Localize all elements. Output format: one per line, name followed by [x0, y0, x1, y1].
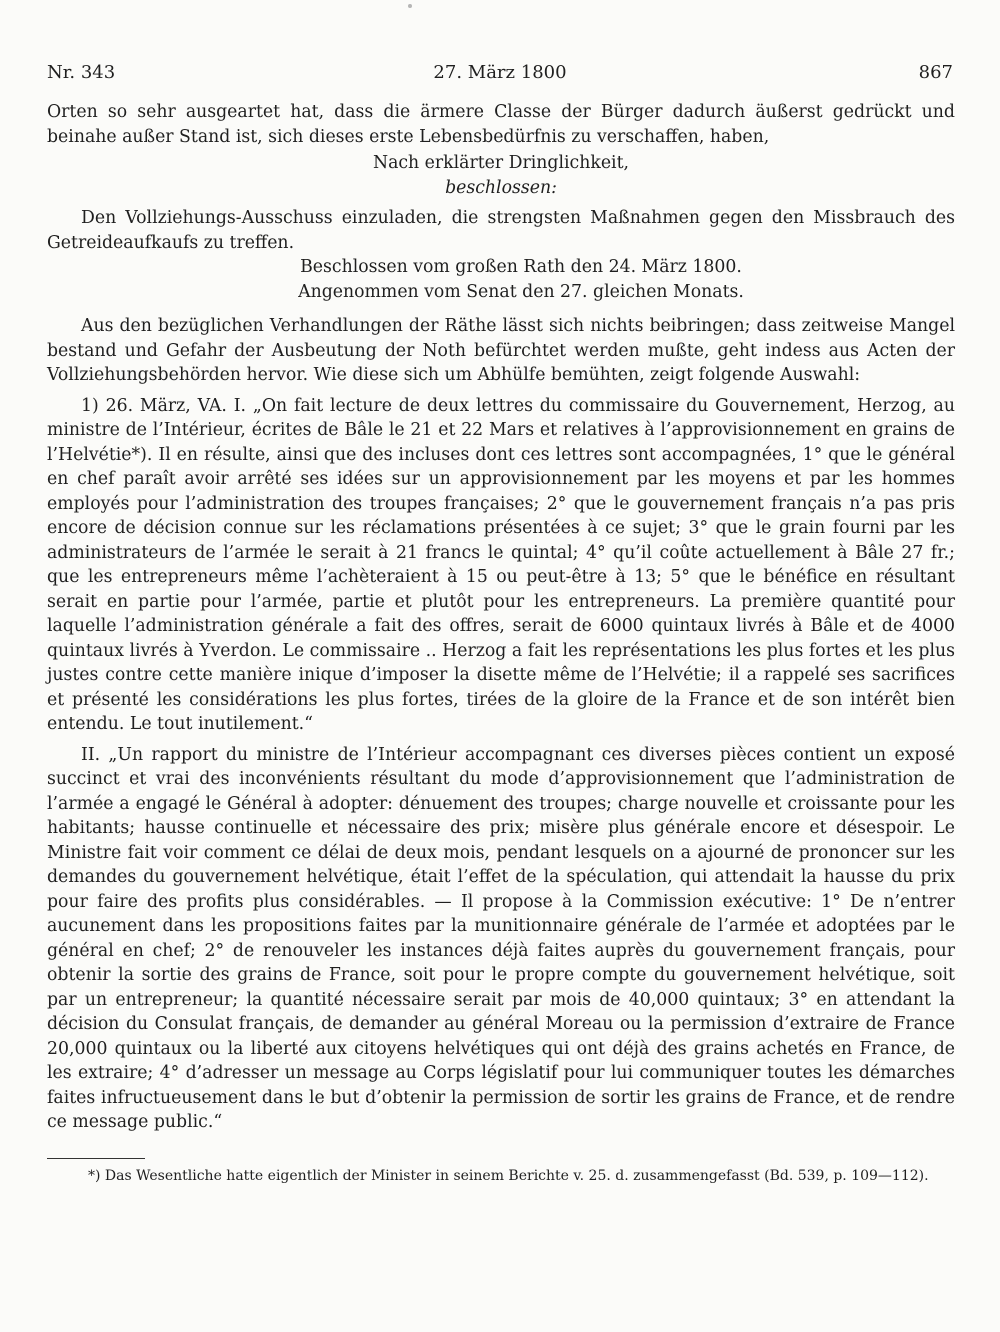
adopted-great-council: Beschlossen vom großen Rath den 24. März 1800. [300, 257, 742, 277]
header-date: 27. März 1800 [433, 62, 567, 83]
page-number: 867 [918, 62, 953, 83]
resolution-text: Den Vollziehungs-Ausschuss einzuladen, die strengsten Maßnahmen gegen den Missbrauch des Getreideaufkaufs zu treffen. [47, 208, 955, 253]
paragraph-continuation: Orten so sehr ausgeartet hat, dass die ärmere Classe der Bürger dadurch äußerst gedrückt und beinahe außer Stand ist, sich dieses erste Lebensbedürfnis zu verschaffen, haben, [47, 102, 955, 147]
footnote-divider [47, 1158, 145, 1159]
scan-speck [408, 4, 412, 8]
page-body [47, 100, 955, 1135]
paragraph-excerpt-1: 1) 26. März, VA. I. „On fait lecture de deux lettres du commissaire du Gouvernement, Herzog, au ministre de l’Intérieur, écrites de Bâle le 21 et 22 Mars et relatives à l’approvisionnement en grains de l’Helvétie*). Il en résulte, ainsi que des incluses dont ces lettres sont accompagnées, 1° que le général en chef paraît avoir arrêté ses idées sur un approvisionnement par les moyens et par les hommes employés pour l’administration des troupes françaises; 2° que le gouvernement français n’a pas pris encore de décision connue sur les réclamations présentées à ce sujet; 3° que le grain fourni par les administrateurs de l’armée le serait à 21 francs le quintal; 4° qu’il coûte actuellement à Bâle 27 fr.; que les entrepreneurs même l’achèteraient à 15 ou peut-être à 13; 5° que le bénéfice en résultant serait en partie pour l’armée, partie et plutôt pour les entrepreneurs. La première quantité pour laquelle l’administration générale a fait des offres, serait de 6000 quintaux livrés à Bâle et de 4000 quintaux livrés à Yverdon. Le commissaire .. Herzog a fait les représentations les plus fortes et les plus justes contre cette manière inique d’imposer la disette même de l’Helvétie; il a rappelé ses sacrifices et présenté les considérations les plus fortes, tirées de la gloire de la France et de son intérêt bien entendu. Le tout inutilement.“ [47, 395, 955, 734]
paragraph-commentary: Aus den bezüglichen Verhandlungen der Räthe lässt sich nichts beibringen; dass zeitweise Mangel bestand und Gefahr der Ausbeutung der Noth befürchtet werden mußte, geht indess aus Acten der Vollziehungsbehörden hervor. Wie diese sich um Abhülfe bemühten, zeigt folgende Auswahl: [47, 316, 955, 385]
document-number: Nr. 343 [47, 62, 116, 83]
footnote: *) Das Wesentliche hatte eigentlich der Minister in seinem Berichte v. 25. d. zusammengefasst (Bd. 539, p. 109—112). [88, 1168, 929, 1184]
resolved-heading: beschlossen: [445, 177, 557, 198]
paragraph-excerpt-2: II. „Un rapport du ministre de l’Intérieur accompagnant ces diverses pièces contient un exposé succinct et vrai des inconvénients résultant du mode d’approvisionnement que l’administration de l’armée a engagé le Général à adopter: dénuement des troupes; charge nouvelle et croissante pour les habitants; hausse continuelle et nécessaire des prix; misère plus générale encore et désespoir. Le Ministre fait voir comment ce délai de deux mois, pendant lesquels on a ajourné de prononcer sur les demandes du gouvernement helvétique, était l’effet de la spéculation, qui attendait la hausse du prix pour faire des profits plus considérables. — Il propose à la Commission exécutive: 1° De n’entrer aucunement dans les propositions faites par la munitionnaire générale de l’armée et adoptées par le général en chef; 2° de renouveler les instances déjà faites auprès du gouvernement français, pour obtenir la sortie des grains de France, soit pour le propre compte du gouvernement helvétique, soit par un entrepreneur; la quantité nécessaire serait par mois de 40,000 quintaux; 3° en attendant la décision du Consulat français, de demander au général Moreau ou la permission d’extraire de France 20,000 quintaux ou la liberté aux citoyens helvétiques qui ont déjà des grains achetés en France, de les extraire; 4° d’adresser un message au Corps législatif pour lui communiquer toutes les démarches faites infructueusement dans le but d’obtenir la permission de sortir les grains de France, et de rendre ce message public.“ [47, 744, 955, 1132]
page-header [47, 62, 953, 90]
urgency-line: Nach erklärter Dringlichkeit, [372, 153, 630, 173]
accepted-senate: Angenommen vom Senat den 27. gleichen Monats. [298, 281, 744, 302]
